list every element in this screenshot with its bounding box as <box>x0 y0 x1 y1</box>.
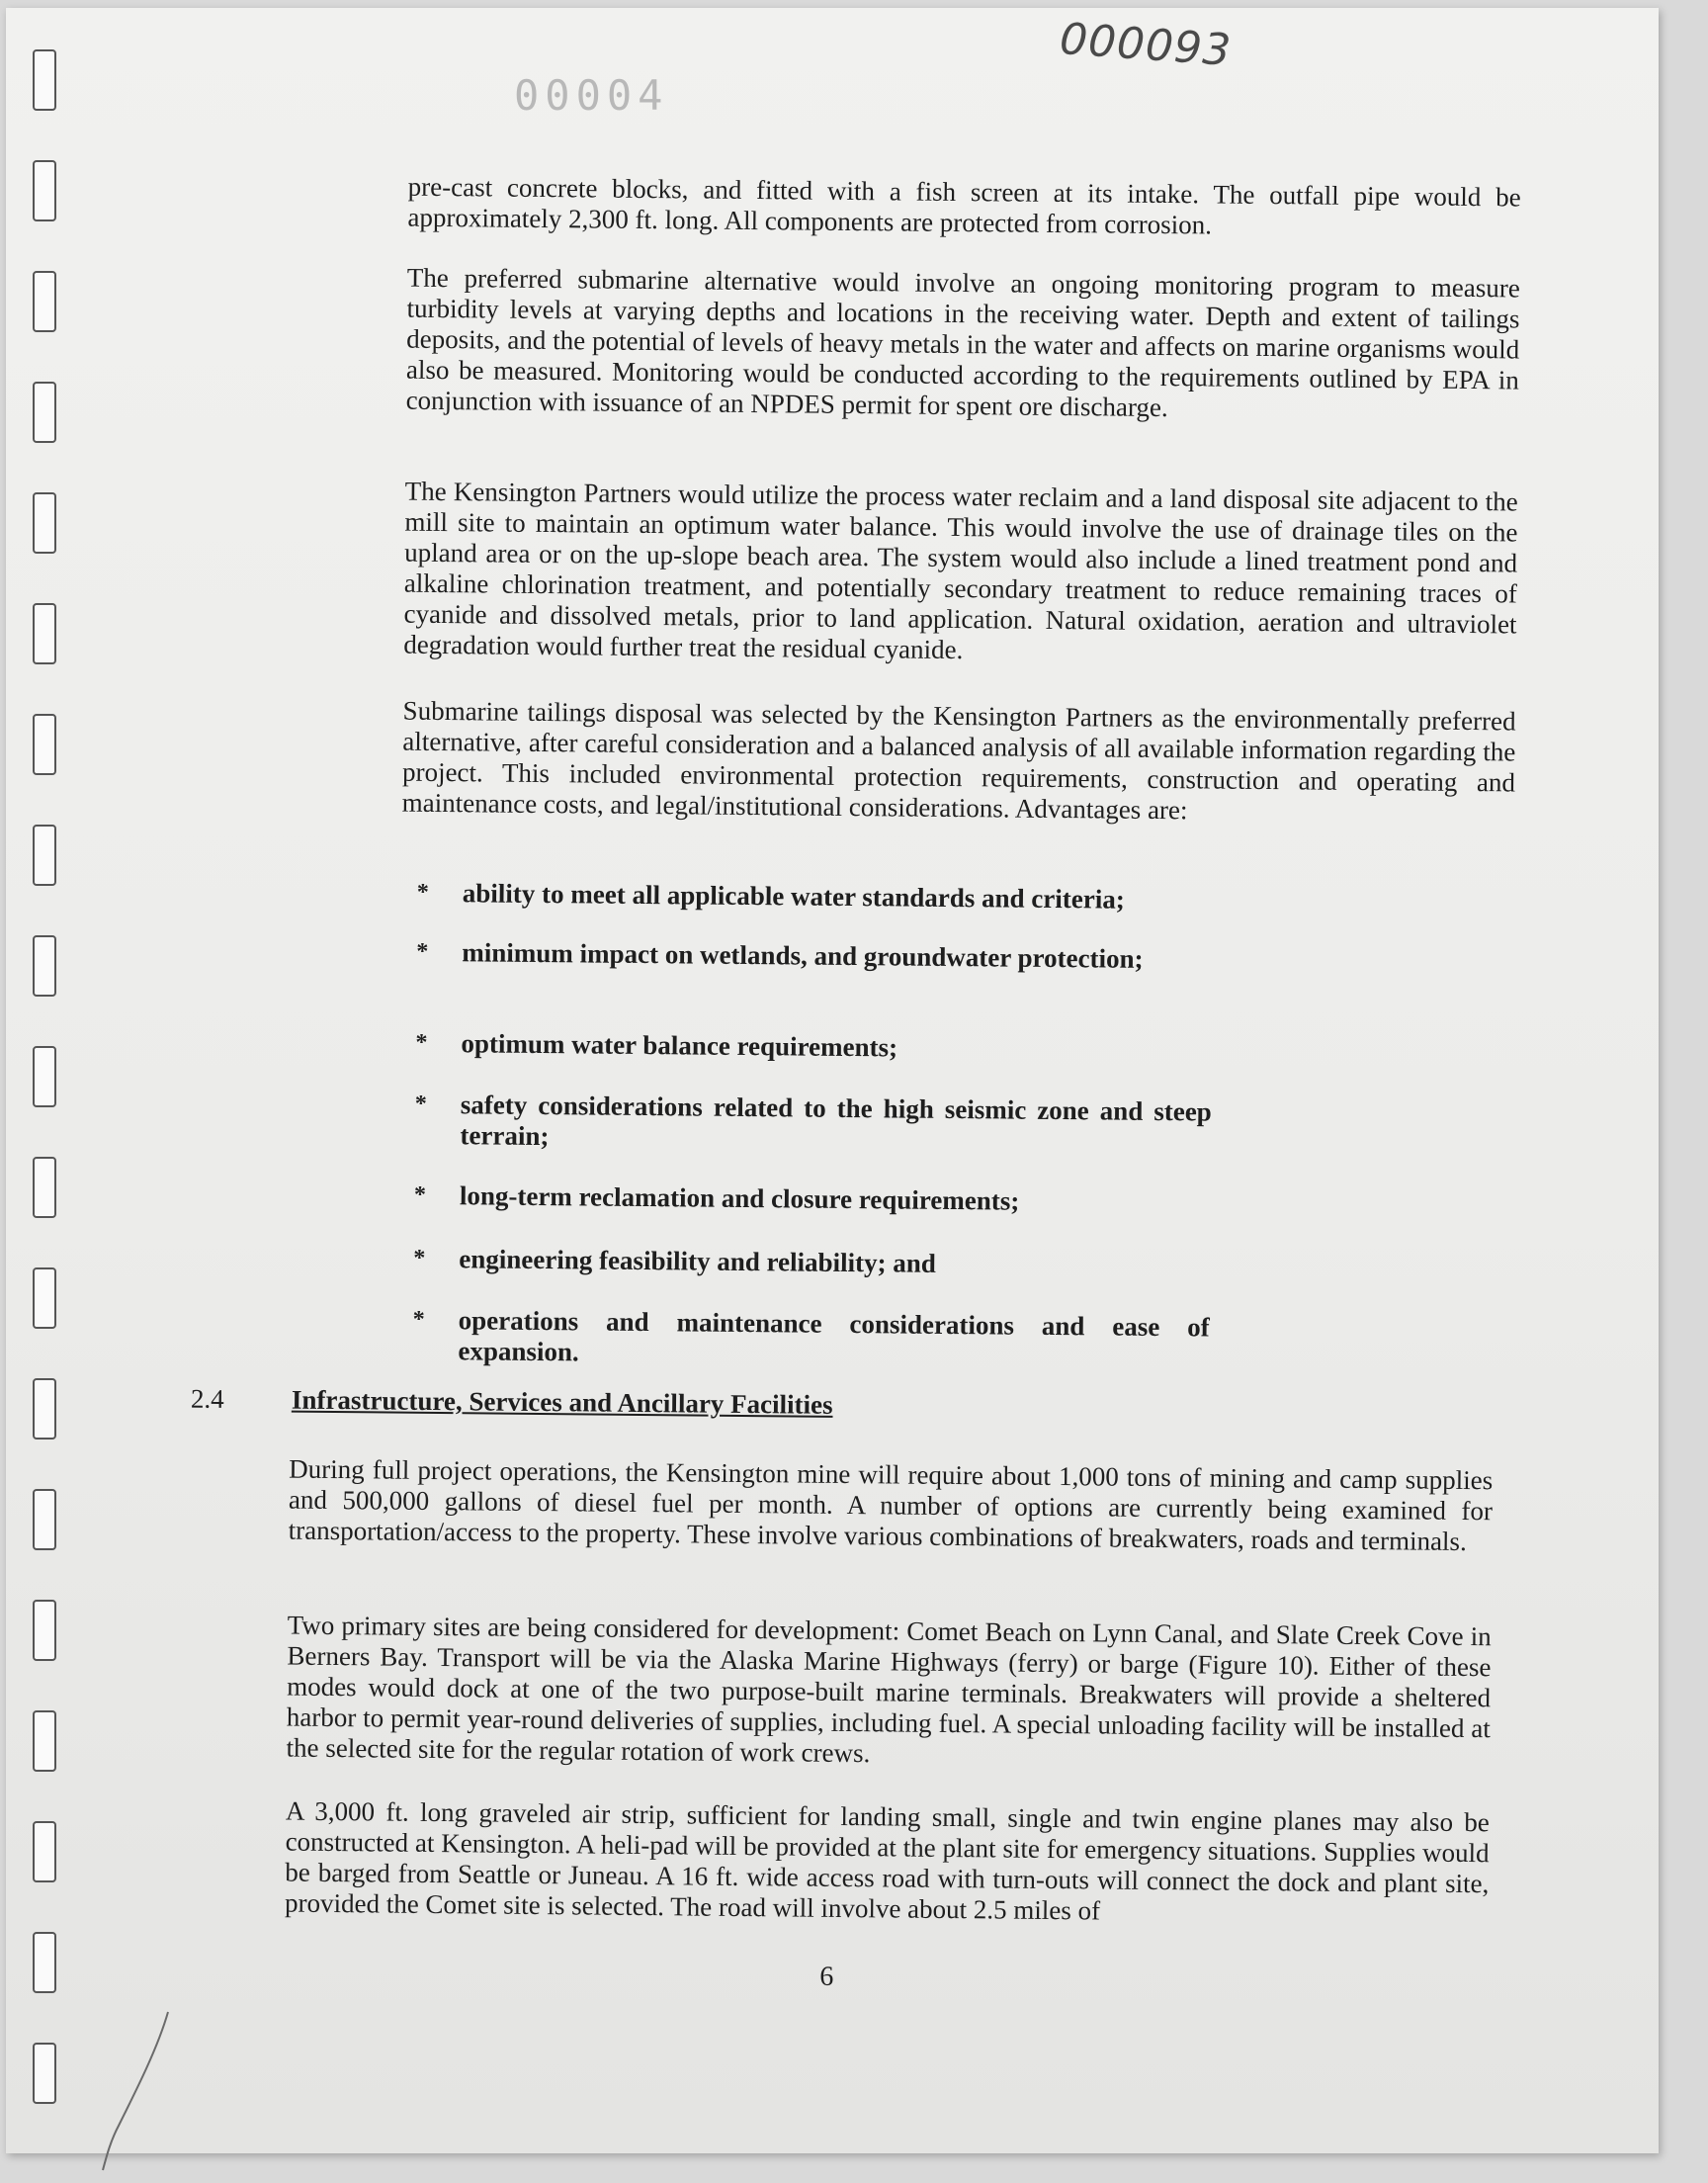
bullet-marker: * <box>416 938 429 965</box>
body-paragraph: Submarine tailings disposal was selected by the Kensington Partners as the environmentally preferred alternative, after careful consideration and a balanced analysis of all available information regarding the project. This included environmental protection requirements, construction and operating and maintenance costs, and legal/institutional considerations. Advantages are: <box>401 695 1516 826</box>
advantage-list-item <box>415 1028 1212 1066</box>
advantage-list-item <box>412 1305 1210 1373</box>
advantage-list-item <box>416 937 1213 975</box>
body-paragraph: The Kensington Partners would utilize the process water reclaim and a land disposal site adjacent to the mill site to maintain an optimum water balance. This would involve the use of drainage tiles on the upland area or on the up-slope beach area. The system would also include a lined treatment pond and alkaline chlorination treatment, and potentially secondary treatment to reduce remaining traces of cyanide and dissolved metals, prior to land application. Natural oxidation, aeration and ultraviolet degradation would further treat the residual cyanide. <box>403 476 1518 665</box>
body-paragraph: During full project operations, the Kensington mine will require about 1,000 tons of mining and camp supplies and 500,000 gallons of diesel fuel per month. A number of options are currently being examined for transportation/access to the property. These involve various combinations of breakwaters, roads and terminals. <box>288 1453 1494 1557</box>
body-paragraph: The preferred submarine alternative would involve an ongoing monitoring program to measure turbidity levels at varying depths and locations in the receiving water. Depth and extent of tailings deposits, and the potential of levels of heavy metals in the water and affects on marine organisms would also be measured. Monitoring would be conducted according to the requirements outlined by EPA in conjunction with issuance of an NPDES permit for spent ore discharge. <box>405 262 1520 423</box>
body-paragraph: pre-cast concrete blocks, and fitted with a fish screen at its intake. The outfall pipe would be approximately 2,300 ft. long. All components are protected from corrosion. <box>407 171 1521 240</box>
body-paragraph: Two primary sites are being considered for development: Comet Beach on Lynn Canal, and Slate Creek Cove in Berners Bay. Transport will be via the Alaska Marine Highways (ferry) or barge (Figure 10). Either of these modes would dock at one of the two purpose-built marine terminals. Breakwaters will provide a sheltered harbor to permit year-round deliveries of supplies, including fuel. A special unloading facility will be installed at the selected site for the regular rotation of work crews. <box>286 1610 1492 1769</box>
advantage-list-item <box>414 1090 1212 1158</box>
handwritten-document-number: 000093 <box>1058 13 1234 77</box>
advantage-text: ability to meet all applicable water standards and criteria; <box>462 878 1125 915</box>
bullet-marker: * <box>414 1091 427 1117</box>
advantage-text: optimum water balance requirements; <box>461 1028 898 1063</box>
body-paragraph: A 3,000 ft. long graveled air strip, sufficient for landing small, single and twin engine planes may also be constructed at Kensington. A heli-pad will be provided at the plant site for emergency situations. Supplies would be barged from Seattle or Juneau. A 16 ft. wide access road with turn-outs will connect the dock and plant site, provided the Comet site is selected. The road will involve about 2.5 miles of <box>284 1795 1491 1926</box>
advantage-list-item <box>413 1244 1210 1281</box>
advantage-list-item <box>416 878 1214 916</box>
advantage-text: engineering feasibility and reliability; and <box>459 1244 936 1278</box>
bullet-marker: * <box>412 1306 425 1333</box>
pen-mark-icon <box>99 2007 188 2175</box>
bullet-marker: * <box>415 1029 428 1056</box>
advantage-list-item <box>413 1180 1211 1218</box>
advantage-text: minimum impact on wetlands, and groundwater protection; <box>462 937 1144 974</box>
bleed-through-number: 00004 <box>514 71 669 120</box>
section-number: 2.4 <box>190 1383 224 1414</box>
page-number: 6 <box>819 1961 834 1992</box>
advantage-text: long-term reclamation and closure requirements; <box>459 1180 1020 1216</box>
advantage-text: operations and maintenance considerations and ease of expansion. <box>458 1305 1210 1367</box>
bullet-marker: * <box>413 1181 427 1208</box>
bullet-marker: * <box>413 1245 426 1271</box>
bullet-marker: * <box>416 879 429 906</box>
advantage-text: safety considerations related to the high seismic zone and steep terrain; <box>460 1090 1212 1152</box>
section-title: Infrastructure, Services and Ancillary Facilities <box>291 1384 833 1420</box>
